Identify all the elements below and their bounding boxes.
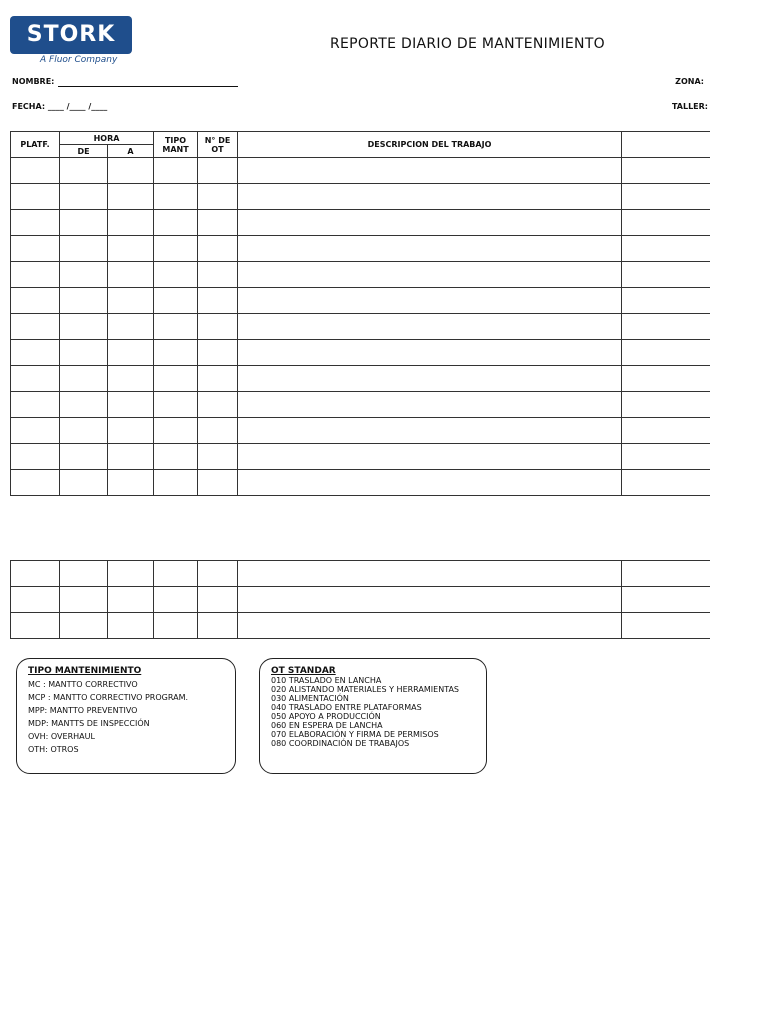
table-cell[interactable] — [198, 210, 238, 236]
taller-label: TALLER: — [671, 102, 708, 111]
table-cell[interactable] — [154, 587, 198, 613]
fecha-label: FECHA: ____ /____ /____ — [12, 102, 108, 111]
table-row — [11, 340, 710, 366]
table-cell[interactable] — [60, 561, 108, 587]
table-row — [11, 210, 710, 236]
table-cell[interactable] — [60, 340, 108, 366]
legend-item: OVH: OVERHAUL — [28, 732, 95, 741]
table-row — [11, 392, 710, 418]
table-cell[interactable] — [622, 366, 710, 392]
table-cell[interactable] — [60, 158, 108, 184]
company-logo: STORK — [10, 16, 132, 54]
table-cell[interactable] — [238, 561, 622, 587]
legend-item: 060 EN ESPERA DE LANCHA — [271, 721, 383, 730]
table-cell[interactable] — [11, 392, 60, 418]
table-cell[interactable] — [238, 262, 622, 288]
document-title: REPORTE DIARIO DE MANTENIMIENTO — [330, 36, 606, 52]
table-cell[interactable] — [154, 340, 198, 366]
work-log-table — [10, 131, 710, 496]
table-cell[interactable] — [108, 236, 154, 262]
legend-item: 050 APOYO A PRODUCCIÓN — [271, 712, 381, 721]
table-cell[interactable] — [622, 444, 710, 470]
legend-item: 030 ALIMENTACIÓN — [271, 694, 349, 703]
table-cell[interactable] — [622, 587, 710, 613]
table-cell[interactable] — [622, 470, 710, 496]
table-cell[interactable] — [60, 392, 108, 418]
legend-item: MC : MANTTO CORRECTIVO — [28, 680, 138, 689]
legend-tipo-mantenimiento — [16, 658, 236, 774]
table-cell[interactable] — [238, 470, 622, 496]
table-cell[interactable] — [238, 288, 622, 314]
table-cell[interactable] — [238, 392, 622, 418]
table-cell[interactable] — [11, 561, 60, 587]
col-hora-de-header: DE — [60, 145, 108, 158]
table-cell[interactable] — [11, 288, 60, 314]
col-descripcion-header: DESCRIPCION DEL TRABAJO — [238, 132, 622, 158]
table-cell[interactable] — [238, 340, 622, 366]
nombre-label: NOMBRE: — [12, 77, 55, 86]
table-cell[interactable] — [154, 314, 198, 340]
table-cell[interactable] — [11, 184, 60, 210]
table-cell[interactable] — [154, 366, 198, 392]
table-row — [11, 366, 710, 392]
table-cell[interactable] — [198, 158, 238, 184]
table-cell[interactable] — [622, 314, 710, 340]
col-platf-header: PLATF. — [11, 132, 60, 158]
table-cell[interactable] — [622, 184, 710, 210]
table-cell[interactable] — [108, 561, 154, 587]
table-cell[interactable] — [622, 210, 710, 236]
table-cell[interactable] — [198, 366, 238, 392]
table-cell[interactable] — [60, 262, 108, 288]
table-cell[interactable] — [238, 314, 622, 340]
table-cell[interactable] — [622, 158, 710, 184]
table-row — [11, 561, 710, 587]
table-cell[interactable] — [154, 236, 198, 262]
table-cell[interactable] — [198, 587, 238, 613]
table-cell[interactable] — [238, 613, 622, 639]
table-cell[interactable] — [198, 184, 238, 210]
table-cell[interactable] — [108, 210, 154, 236]
table-row — [11, 470, 710, 496]
table-cell[interactable] — [11, 444, 60, 470]
table-cell[interactable] — [60, 613, 108, 639]
table-cell[interactable] — [60, 366, 108, 392]
table-cell[interactable] — [108, 158, 154, 184]
col-extra-header — [622, 132, 710, 158]
table-cell[interactable] — [622, 392, 710, 418]
table-cell[interactable] — [198, 561, 238, 587]
table-row — [11, 184, 710, 210]
legend-item: 020 ALISTANDO MATERIALES Y HERRAMIENTAS — [271, 685, 460, 694]
table-cell[interactable] — [154, 210, 198, 236]
table-cell[interactable] — [622, 340, 710, 366]
table-cell[interactable] — [11, 314, 60, 340]
table-cell[interactable] — [108, 613, 154, 639]
table-cell[interactable] — [154, 613, 198, 639]
table-cell[interactable] — [11, 587, 60, 613]
table-cell[interactable] — [60, 184, 108, 210]
table-cell[interactable] — [198, 340, 238, 366]
table-cell[interactable] — [60, 418, 108, 444]
table-cell[interactable] — [622, 262, 710, 288]
legend-item: MDP: MANTTS DE INSPECCIÓN — [28, 719, 150, 728]
legend-item: MPP: MANTTO PREVENTIVO — [28, 706, 138, 715]
table-cell[interactable] — [198, 314, 238, 340]
table-cell[interactable] — [198, 444, 238, 470]
table-cell[interactable] — [108, 366, 154, 392]
col-hora-header: HORA — [60, 132, 154, 145]
table-cell[interactable] — [154, 392, 198, 418]
table-cell[interactable] — [108, 470, 154, 496]
table-cell[interactable] — [108, 340, 154, 366]
legend-tipo-title: TIPO MANTENIMIENTO — [28, 666, 142, 676]
legend-item: 010 TRASLADO EN LANCHA — [271, 676, 382, 685]
table-row — [11, 444, 710, 470]
table-cell[interactable] — [11, 158, 60, 184]
table-cell[interactable] — [60, 236, 108, 262]
zona-label: ZONA: — [675, 77, 704, 86]
table-cell[interactable] — [11, 236, 60, 262]
table-cell[interactable] — [108, 587, 154, 613]
col-tipo-mant-header: TIPO MANT — [154, 132, 198, 158]
table-cell[interactable] — [238, 158, 622, 184]
table-cell[interactable] — [60, 444, 108, 470]
logo-subtitle: A Fluor Company — [40, 55, 118, 65]
table-cell[interactable] — [108, 444, 154, 470]
table-cell[interactable] — [60, 470, 108, 496]
table-cell[interactable] — [108, 184, 154, 210]
table-cell[interactable] — [154, 418, 198, 444]
table-cell[interactable] — [622, 288, 710, 314]
table-cell[interactable] — [622, 613, 710, 639]
table-cell[interactable] — [622, 236, 710, 262]
legend-item: 040 TRASLADO ENTRE PLATAFORMAS — [271, 703, 422, 712]
legend-item: MCP : MANTTO CORRECTIVO PROGRAM. — [28, 693, 189, 702]
table-cell[interactable] — [198, 262, 238, 288]
table-cell[interactable] — [198, 613, 238, 639]
table-cell[interactable] — [238, 236, 622, 262]
legend-item: 080 COORDINACIÓN DE TRABAJOS — [271, 739, 410, 748]
col-hora-a-header: A — [108, 145, 154, 158]
table-cell[interactable] — [238, 210, 622, 236]
work-log-table-lower — [10, 560, 710, 639]
table-cell[interactable] — [238, 184, 622, 210]
table-cell[interactable] — [108, 314, 154, 340]
table-cell[interactable] — [198, 288, 238, 314]
table-cell[interactable] — [198, 392, 238, 418]
table-cell[interactable] — [198, 236, 238, 262]
table-cell[interactable] — [622, 418, 710, 444]
table-row — [11, 418, 710, 444]
table-cell[interactable] — [198, 470, 238, 496]
table-row — [11, 158, 710, 184]
table-cell[interactable] — [11, 470, 60, 496]
legend-item: 070 ELABORACIÓN Y FIRMA DE PERMISOS — [271, 730, 439, 739]
table-row — [11, 314, 710, 340]
table-cell[interactable] — [11, 340, 60, 366]
table-row — [11, 587, 710, 613]
table-cell[interactable] — [238, 418, 622, 444]
table-cell[interactable] — [154, 444, 198, 470]
table-cell[interactable] — [108, 288, 154, 314]
table-cell[interactable] — [60, 587, 108, 613]
table-cell[interactable] — [11, 366, 60, 392]
legend-ot-title: OT STANDAR — [271, 666, 336, 676]
table-cell[interactable] — [108, 262, 154, 288]
table-cell[interactable] — [108, 418, 154, 444]
table-cell[interactable] — [238, 587, 622, 613]
table-cell[interactable] — [154, 158, 198, 184]
table-row — [11, 613, 710, 639]
table-cell[interactable] — [198, 418, 238, 444]
table-row — [11, 262, 710, 288]
table-cell[interactable] — [60, 288, 108, 314]
table-cell[interactable] — [154, 262, 198, 288]
table-cell[interactable] — [238, 366, 622, 392]
col-no-ot-header: N° DE OT — [198, 132, 238, 158]
table-cell[interactable] — [11, 613, 60, 639]
table-row — [11, 288, 710, 314]
table-cell[interactable] — [154, 288, 198, 314]
table-cell[interactable] — [108, 392, 154, 418]
table-cell[interactable] — [11, 210, 60, 236]
legend-ot-standar — [259, 658, 487, 774]
table-cell[interactable] — [154, 184, 198, 210]
table-cell[interactable] — [154, 470, 198, 496]
nombre-input-line[interactable] — [58, 86, 238, 87]
table-cell[interactable] — [154, 561, 198, 587]
table-cell[interactable] — [60, 314, 108, 340]
table-cell[interactable] — [622, 561, 710, 587]
table-cell[interactable] — [60, 210, 108, 236]
table-cell[interactable] — [11, 262, 60, 288]
table-cell[interactable] — [238, 444, 622, 470]
table-cell[interactable] — [11, 418, 60, 444]
legend-item: OTH: OTROS — [28, 745, 79, 754]
table-row — [11, 236, 710, 262]
